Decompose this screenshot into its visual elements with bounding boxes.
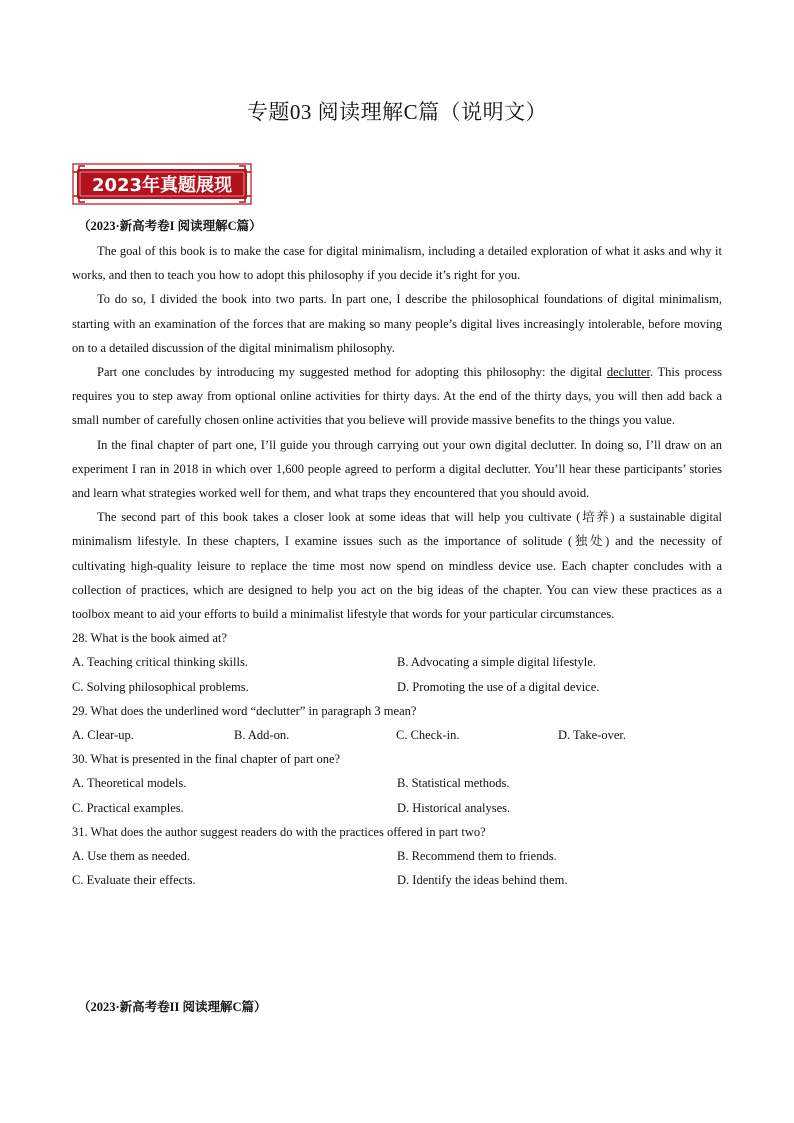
option-a: A. Teaching critical thinking skills.	[72, 655, 248, 670]
option-d: D. Take-over.	[558, 728, 626, 743]
option-b: B. Recommend them to friends.	[397, 849, 557, 864]
option-d: D. Promoting the use of a digital device.	[397, 679, 600, 694]
option-d: D. Identify the ideas behind them.	[397, 873, 568, 888]
question-28-stem: 28. What is the book aimed at?	[72, 631, 227, 646]
option-c: C. Check-in.	[396, 728, 460, 743]
question-30-options-row-2	[72, 796, 722, 820]
option-c: C. Solving philosophical problems.	[72, 679, 249, 694]
option-b: B. Statistical methods.	[397, 776, 510, 791]
option-b: B. Add-on.	[234, 728, 290, 743]
question-29-options	[72, 723, 722, 747]
paragraph-4: In the final chapter of part one, I’ll guide you through carrying out your own digital declutter. In doing so, I’ll draw on an experiment I ran in 2018 in which over 1,600 people agreed to perform a digital declutter. You’ll hear these participants’ stories and learn what strategies worked well for them, and what traps they encountered that you should avoid.	[72, 437, 722, 501]
paragraph-5: The second part of this book takes a closer look at some ideas that will help you cultivate (培养) a sustainable digital minimalism lifestyle. In these chapters, I examine issues such as the importance of solitude (独处) and the necessity of cultivating high-quality leisure to replace the time most now spend on mindless device use. Each chapter concludes with a collection of practices, which are designed to help you act on the big ideas of the chapter. You can view these practices as a toolbox meant to aid your efforts to build a minimalist lifestyle that words for your particular circumstances.	[72, 510, 722, 622]
paragraph-3-end: . This process requires you to step away from optional online activities for thirty days. At the end of the thirty days, you will then add back a small number of carefully chosen online activities that you believe will provide massive benefits to the things you value.	[72, 365, 722, 428]
option-a: A. Theoretical models.	[72, 776, 187, 791]
option-c: C. Practical examples.	[72, 800, 184, 815]
paragraph-2: To do so, I divided the book into two parts. In part one, I describe the philosophical foundations of digital minimalism, starting with an examination of the forces that are making so many people’s digital lives increasingly intolerable, before moving on to a detailed discussion of the digital minimalism philosophy.	[72, 292, 722, 355]
question-30-options-row-1	[72, 771, 722, 795]
paragraph-3	[72, 360, 722, 433]
underlined-word: declutter	[606, 365, 650, 380]
option-b: B. Advocating a simple digital lifestyle.	[397, 655, 596, 670]
section-badge	[72, 163, 252, 205]
question-28-options-row-2	[72, 675, 722, 699]
option-a: A. Clear-up.	[72, 728, 134, 743]
question-30-stem: 30. What is presented in the final chapter of part one?	[72, 752, 341, 767]
question-31-options-row-1	[72, 844, 722, 868]
paragraph-1: The goal of this book is to make the case for digital minimalism, including a detailed exploration of what it asks and why it works, and then to teach you how to adopt this philosophy if you decide it’s right for you.	[72, 244, 722, 283]
question-31-options-row-2	[72, 868, 722, 892]
question-28-options-row-1	[72, 650, 722, 674]
question-29-stem: 29. What does the underlined word “declutter” in paragraph 3 mean?	[72, 703, 417, 718]
source-label: （2023·新高考卷I 阅读理解C篇）	[78, 219, 262, 233]
paragraph-3-start: Part one concludes by introducing my suggested method for adopting this philosophy: the digital	[97, 365, 607, 380]
question-31-stem: 31. What does the author suggest readers do with the practices offered in part two?	[72, 824, 486, 839]
option-a: A. Use them as needed.	[72, 849, 191, 864]
option-d: D. Historical analyses.	[397, 800, 511, 815]
badge-label: 2023年真题展现	[91, 175, 233, 196]
reading-passage	[72, 239, 722, 892]
page-title: 专题03 阅读理解C篇（说明文）	[246, 100, 548, 124]
option-c: C. Evaluate their effects.	[72, 873, 196, 888]
source-label-2: （2023·新高考卷II 阅读理解C篇）	[78, 1000, 267, 1014]
